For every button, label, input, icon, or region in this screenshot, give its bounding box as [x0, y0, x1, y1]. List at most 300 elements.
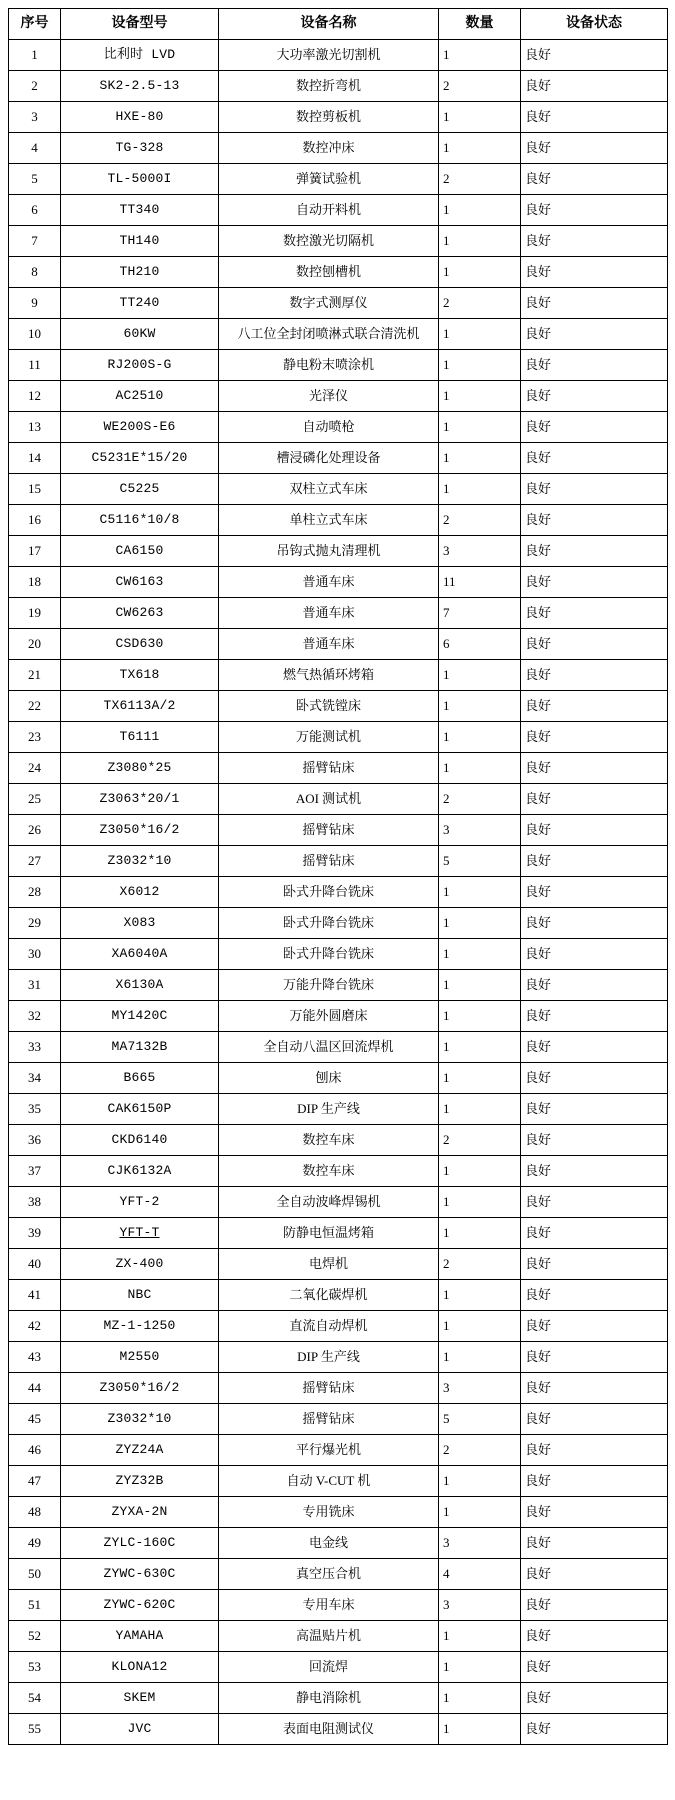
cell-qty: 1: [439, 1094, 521, 1125]
table-row: [9, 536, 668, 567]
cell-no: 18: [9, 567, 61, 598]
cell-name: 数字式测厚仪: [219, 288, 439, 319]
cell-no: 2: [9, 71, 61, 102]
cell-no: 32: [9, 1001, 61, 1032]
cell-state: 良好: [521, 1001, 668, 1032]
cell-model: C5225: [61, 474, 219, 505]
cell-model: SKEM: [61, 1683, 219, 1714]
cell-name: 万能测试机: [219, 722, 439, 753]
cell-model: CJK6132A: [61, 1156, 219, 1187]
table-row: [9, 1280, 668, 1311]
cell-model: SK2-2.5-13: [61, 71, 219, 102]
cell-qty: 5: [439, 1404, 521, 1435]
table-row: [9, 691, 668, 722]
table-row: [9, 1466, 668, 1497]
cell-name: 真空压合机: [219, 1559, 439, 1590]
cell-model: NBC: [61, 1280, 219, 1311]
cell-model: YFT-2: [61, 1187, 219, 1218]
cell-state: 良好: [521, 350, 668, 381]
cell-name: 卧式铣镗床: [219, 691, 439, 722]
cell-no: 5: [9, 164, 61, 195]
cell-model: CW6163: [61, 567, 219, 598]
cell-state: 良好: [521, 939, 668, 970]
column-header-name: 设备名称: [219, 9, 439, 40]
cell-qty: 1: [439, 102, 521, 133]
cell-state: 良好: [521, 536, 668, 567]
cell-name: 静电粉末喷涂机: [219, 350, 439, 381]
table-row: [9, 815, 668, 846]
cell-model: Z3050*16/2: [61, 815, 219, 846]
table-row: [9, 1001, 668, 1032]
cell-state: 良好: [521, 1373, 668, 1404]
table-row: [9, 1621, 668, 1652]
table-row: [9, 1528, 668, 1559]
cell-no: 43: [9, 1342, 61, 1373]
cell-no: 20: [9, 629, 61, 660]
table-row: [9, 1683, 668, 1714]
cell-state: 良好: [521, 164, 668, 195]
cell-model: TL-5000I: [61, 164, 219, 195]
cell-state: 良好: [521, 567, 668, 598]
cell-state: 良好: [521, 474, 668, 505]
cell-name: AOI 测试机: [219, 784, 439, 815]
cell-no: 45: [9, 1404, 61, 1435]
table-row: [9, 1373, 668, 1404]
cell-qty: 1: [439, 319, 521, 350]
cell-name: 摇臂钻床: [219, 1373, 439, 1404]
cell-name: 万能外圆磨床: [219, 1001, 439, 1032]
cell-no: 49: [9, 1528, 61, 1559]
cell-no: 36: [9, 1125, 61, 1156]
table-row: [9, 350, 668, 381]
cell-name: 数控刨槽机: [219, 257, 439, 288]
cell-qty: 1: [439, 660, 521, 691]
cell-no: 8: [9, 257, 61, 288]
cell-state: 良好: [521, 846, 668, 877]
cell-name: 专用车床: [219, 1590, 439, 1621]
cell-no: 34: [9, 1063, 61, 1094]
cell-state: 良好: [521, 629, 668, 660]
cell-model: MY1420C: [61, 1001, 219, 1032]
cell-name: 弹簧试验机: [219, 164, 439, 195]
cell-name: 电焊机: [219, 1249, 439, 1280]
cell-model: Z3050*16/2: [61, 1373, 219, 1404]
table-row: [9, 1063, 668, 1094]
cell-model: CAK6150P: [61, 1094, 219, 1125]
cell-qty: 11: [439, 567, 521, 598]
cell-name: 双柱立式车床: [219, 474, 439, 505]
cell-model: ZYWC-630C: [61, 1559, 219, 1590]
cell-name: 摇臂钻床: [219, 815, 439, 846]
cell-qty: 3: [439, 1373, 521, 1404]
cell-state: 良好: [521, 1156, 668, 1187]
cell-qty: 1: [439, 1652, 521, 1683]
cell-model: Z3032*10: [61, 1404, 219, 1435]
cell-no: 42: [9, 1311, 61, 1342]
cell-no: 30: [9, 939, 61, 970]
cell-model: [61, 1218, 219, 1249]
cell-state: 良好: [521, 1125, 668, 1156]
cell-state: 良好: [521, 319, 668, 350]
table-body: [9, 40, 668, 1745]
cell-no: 37: [9, 1156, 61, 1187]
cell-name: 电金线: [219, 1528, 439, 1559]
cell-qty: 6: [439, 629, 521, 660]
cell-model: T6111: [61, 722, 219, 753]
table-row: [9, 1559, 668, 1590]
cell-name: 大功率激光切割机: [219, 40, 439, 71]
cell-qty: 1: [439, 226, 521, 257]
table-row: [9, 133, 668, 164]
cell-model: M2550: [61, 1342, 219, 1373]
cell-state: 良好: [521, 1311, 668, 1342]
cell-qty: 1: [439, 1466, 521, 1497]
cell-qty: 1: [439, 1063, 521, 1094]
cell-qty: 1: [439, 195, 521, 226]
cell-name: 防静电恒温烤箱: [219, 1218, 439, 1249]
table-row: [9, 1125, 668, 1156]
cell-no: 9: [9, 288, 61, 319]
cell-model: Z3063*20/1: [61, 784, 219, 815]
cell-no: 52: [9, 1621, 61, 1652]
cell-model: TT340: [61, 195, 219, 226]
cell-no: 48: [9, 1497, 61, 1528]
cell-qty: 4: [439, 1559, 521, 1590]
table-row: [9, 908, 668, 939]
cell-state: 良好: [521, 970, 668, 1001]
cell-name: 二氧化碳焊机: [219, 1280, 439, 1311]
cell-state: 良好: [521, 226, 668, 257]
cell-no: 27: [9, 846, 61, 877]
cell-model: Z3032*10: [61, 846, 219, 877]
cell-model: X083: [61, 908, 219, 939]
cell-state: 良好: [521, 598, 668, 629]
cell-qty: 1: [439, 1621, 521, 1652]
cell-qty: 3: [439, 1528, 521, 1559]
table-row: [9, 257, 668, 288]
cell-model: YAMAHA: [61, 1621, 219, 1652]
table-row: [9, 1404, 668, 1435]
cell-name: 燃气热循环烤箱: [219, 660, 439, 691]
cell-no: 50: [9, 1559, 61, 1590]
cell-no: 31: [9, 970, 61, 1001]
table-row: [9, 474, 668, 505]
table-row: [9, 1187, 668, 1218]
table-row: [9, 629, 668, 660]
cell-model: CW6263: [61, 598, 219, 629]
table-row: [9, 753, 668, 784]
cell-name: 数控剪板机: [219, 102, 439, 133]
cell-state: 良好: [521, 1249, 668, 1280]
cell-no: 10: [9, 319, 61, 350]
table-row: [9, 1497, 668, 1528]
table-row: [9, 71, 668, 102]
cell-no: 28: [9, 877, 61, 908]
cell-name: 卧式升降台铣床: [219, 908, 439, 939]
cell-no: 19: [9, 598, 61, 629]
cell-qty: 2: [439, 288, 521, 319]
cell-model: ZYWC-620C: [61, 1590, 219, 1621]
cell-name: 自动喷枪: [219, 412, 439, 443]
cell-state: 良好: [521, 288, 668, 319]
cell-model: C5116*10/8: [61, 505, 219, 536]
cell-no: 13: [9, 412, 61, 443]
cell-no: 22: [9, 691, 61, 722]
cell-qty: 1: [439, 877, 521, 908]
cell-state: 良好: [521, 1714, 668, 1745]
cell-no: 53: [9, 1652, 61, 1683]
cell-state: 良好: [521, 1435, 668, 1466]
table-row: [9, 784, 668, 815]
table-row: [9, 660, 668, 691]
cell-state: 良好: [521, 443, 668, 474]
cell-name: 自动开料机: [219, 195, 439, 226]
cell-model: TX6113A/2: [61, 691, 219, 722]
cell-state: 良好: [521, 691, 668, 722]
cell-qty: 1: [439, 1156, 521, 1187]
cell-no: 29: [9, 908, 61, 939]
cell-qty: 1: [439, 691, 521, 722]
cell-no: 1: [9, 40, 61, 71]
cell-model: AC2510: [61, 381, 219, 412]
cell-state: 良好: [521, 1466, 668, 1497]
cell-model: XA6040A: [61, 939, 219, 970]
cell-state: 良好: [521, 257, 668, 288]
cell-state: 良好: [521, 877, 668, 908]
cell-no: 16: [9, 505, 61, 536]
cell-qty: 1: [439, 908, 521, 939]
table-header-row: [9, 9, 668, 40]
cell-no: 25: [9, 784, 61, 815]
cell-name: 全自动八温区回流焊机: [219, 1032, 439, 1063]
cell-qty: 1: [439, 1683, 521, 1714]
cell-model: RJ200S-G: [61, 350, 219, 381]
table-row: [9, 1342, 668, 1373]
cell-name: 静电消除机: [219, 1683, 439, 1714]
cell-model: C5231E*15/20: [61, 443, 219, 474]
cell-name: 光泽仪: [219, 381, 439, 412]
table-row: [9, 1156, 668, 1187]
table-row: [9, 567, 668, 598]
cell-name: DIP 生产线: [219, 1094, 439, 1125]
cell-state: 良好: [521, 1094, 668, 1125]
cell-no: 33: [9, 1032, 61, 1063]
cell-no: 51: [9, 1590, 61, 1621]
cell-no: 12: [9, 381, 61, 412]
cell-qty: 1: [439, 381, 521, 412]
cell-model: CSD630: [61, 629, 219, 660]
column-header-model: 设备型号: [61, 9, 219, 40]
cell-qty: 1: [439, 1187, 521, 1218]
cell-model: KLONA12: [61, 1652, 219, 1683]
cell-state: 良好: [521, 1559, 668, 1590]
cell-name: 数控车床: [219, 1125, 439, 1156]
cell-state: 良好: [521, 1342, 668, 1373]
cell-model: CKD6140: [61, 1125, 219, 1156]
cell-name: 表面电阻测试仪: [219, 1714, 439, 1745]
cell-no: 54: [9, 1683, 61, 1714]
cell-model: 比利时 LVD: [61, 40, 219, 71]
cell-state: 良好: [521, 753, 668, 784]
cell-state: 良好: [521, 505, 668, 536]
table-row: [9, 1249, 668, 1280]
cell-state: 良好: [521, 1218, 668, 1249]
cell-name: 刨床: [219, 1063, 439, 1094]
cell-qty: 1: [439, 939, 521, 970]
cell-model: TG-328: [61, 133, 219, 164]
cell-no: 7: [9, 226, 61, 257]
cell-model: ZX-400: [61, 1249, 219, 1280]
cell-name: 摇臂钻床: [219, 846, 439, 877]
cell-model: MZ-1-1250: [61, 1311, 219, 1342]
cell-model: MA7132B: [61, 1032, 219, 1063]
cell-qty: 1: [439, 1001, 521, 1032]
table-row: [9, 164, 668, 195]
cell-no: 23: [9, 722, 61, 753]
cell-model: TH140: [61, 226, 219, 257]
cell-name: 数控冲床: [219, 133, 439, 164]
cell-state: 良好: [521, 40, 668, 71]
cell-name: 直流自动焊机: [219, 1311, 439, 1342]
cell-model: X6130A: [61, 970, 219, 1001]
cell-model: ZYLC-160C: [61, 1528, 219, 1559]
cell-no: 17: [9, 536, 61, 567]
cell-name: 卧式升降台铣床: [219, 939, 439, 970]
cell-state: 良好: [521, 1652, 668, 1683]
cell-no: 40: [9, 1249, 61, 1280]
cell-qty: 1: [439, 350, 521, 381]
cell-state: 良好: [521, 908, 668, 939]
cell-state: 良好: [521, 1063, 668, 1094]
cell-name: 平行爆光机: [219, 1435, 439, 1466]
cell-qty: 1: [439, 1342, 521, 1373]
cell-name: 摇臂钻床: [219, 753, 439, 784]
cell-no: 21: [9, 660, 61, 691]
table-row: [9, 1094, 668, 1125]
cell-qty: 2: [439, 71, 521, 102]
cell-name: 普通车床: [219, 567, 439, 598]
cell-no: 4: [9, 133, 61, 164]
cell-model: ZYZ32B: [61, 1466, 219, 1497]
cell-no: 47: [9, 1466, 61, 1497]
cell-no: 55: [9, 1714, 61, 1745]
cell-model: CA6150: [61, 536, 219, 567]
cell-no: 46: [9, 1435, 61, 1466]
cell-name: 专用铣床: [219, 1497, 439, 1528]
column-header-qty: 数量: [439, 9, 521, 40]
cell-no: 14: [9, 443, 61, 474]
cell-name: 数控激光切隔机: [219, 226, 439, 257]
cell-no: 3: [9, 102, 61, 133]
cell-model: ZYZ24A: [61, 1435, 219, 1466]
cell-name: 回流焊: [219, 1652, 439, 1683]
table-row: [9, 970, 668, 1001]
cell-name: 卧式升降台铣床: [219, 877, 439, 908]
cell-qty: 2: [439, 784, 521, 815]
cell-qty: 1: [439, 1311, 521, 1342]
cell-qty: 2: [439, 1249, 521, 1280]
cell-qty: 5: [439, 846, 521, 877]
cell-name: 普通车床: [219, 629, 439, 660]
table-row: [9, 1590, 668, 1621]
cell-state: 良好: [521, 133, 668, 164]
cell-qty: 1: [439, 1714, 521, 1745]
cell-no: 6: [9, 195, 61, 226]
cell-name: 万能升降台铣床: [219, 970, 439, 1001]
cell-name: 吊钩式抛丸清理机: [219, 536, 439, 567]
cell-no: 44: [9, 1373, 61, 1404]
cell-state: 良好: [521, 1404, 668, 1435]
cell-no: 41: [9, 1280, 61, 1311]
cell-state: 良好: [521, 412, 668, 443]
cell-model: TT240: [61, 288, 219, 319]
cell-state: 良好: [521, 1590, 668, 1621]
cell-qty: 2: [439, 164, 521, 195]
cell-qty: 1: [439, 443, 521, 474]
cell-qty: 3: [439, 536, 521, 567]
cell-model: ZYXA-2N: [61, 1497, 219, 1528]
cell-state: 良好: [521, 660, 668, 691]
cell-model: WE200S-E6: [61, 412, 219, 443]
cell-name: 摇臂钻床: [219, 1404, 439, 1435]
cell-name: DIP 生产线: [219, 1342, 439, 1373]
table-row: [9, 877, 668, 908]
table-row: [9, 722, 668, 753]
table-header: [9, 9, 668, 40]
cell-qty: 1: [439, 753, 521, 784]
cell-no: 26: [9, 815, 61, 846]
table-row: [9, 1652, 668, 1683]
cell-qty: 2: [439, 1125, 521, 1156]
cell-name: 自动 V-CUT 机: [219, 1466, 439, 1497]
cell-model: TX618: [61, 660, 219, 691]
column-header-state: 设备状态: [521, 9, 668, 40]
cell-qty: 1: [439, 1032, 521, 1063]
cell-state: 良好: [521, 1528, 668, 1559]
table-row: [9, 226, 668, 257]
table-row: [9, 939, 668, 970]
equipment-table: [8, 8, 668, 1745]
cell-model: B665: [61, 1063, 219, 1094]
table-row: [9, 1032, 668, 1063]
cell-state: 良好: [521, 1032, 668, 1063]
cell-state: 良好: [521, 784, 668, 815]
cell-qty: 1: [439, 257, 521, 288]
cell-qty: 1: [439, 1497, 521, 1528]
cell-state: 良好: [521, 1497, 668, 1528]
cell-state: 良好: [521, 381, 668, 412]
table-row: [9, 319, 668, 350]
table-row: [9, 412, 668, 443]
cell-qty: 1: [439, 1280, 521, 1311]
cell-name: 八工位全封闭喷淋式联合清洗机: [219, 319, 439, 350]
cell-state: 良好: [521, 195, 668, 226]
cell-state: 良好: [521, 815, 668, 846]
cell-qty: 1: [439, 133, 521, 164]
table-row: [9, 288, 668, 319]
cell-no: 38: [9, 1187, 61, 1218]
cell-state: 良好: [521, 71, 668, 102]
table-row: [9, 381, 668, 412]
cell-qty: 2: [439, 1435, 521, 1466]
table-row: [9, 846, 668, 877]
cell-model: 60KW: [61, 319, 219, 350]
cell-model: X6012: [61, 877, 219, 908]
cell-no: 24: [9, 753, 61, 784]
cell-name: 数控折弯机: [219, 71, 439, 102]
cell-qty: 1: [439, 474, 521, 505]
table-row: [9, 40, 668, 71]
